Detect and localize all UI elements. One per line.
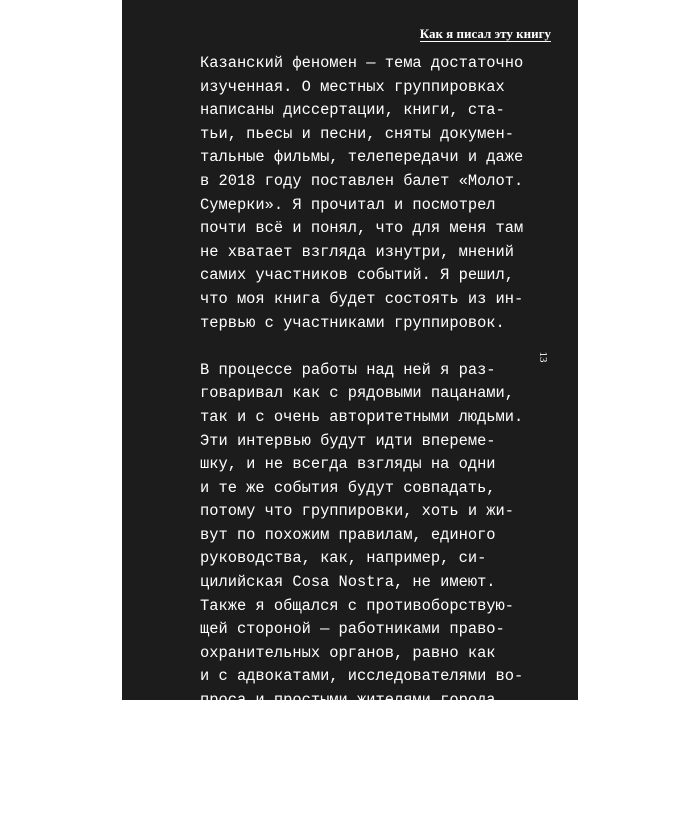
- page-number: 13: [537, 351, 549, 363]
- body-text: [200, 52, 523, 831]
- text-line: Помимо интервью, я использовал дан-: [200, 761, 524, 780]
- text-line: которым посчастливилось проживать: [200, 714, 505, 733]
- text-line: Также я общался с противоборствую-: [200, 596, 515, 615]
- paragraph-2: [200, 359, 523, 831]
- text-line: Казанский феномен — тема достаточно: [200, 54, 524, 72]
- text-line: написаны диссертации, книги, ста-: [200, 101, 505, 120]
- text-line: почти всё и понял, что для меня там: [200, 219, 524, 238]
- text-line: и с адвокатами, исследователями во-: [200, 667, 524, 686]
- text-line: потому что группировки, хоть и жи-: [200, 502, 515, 521]
- running-head: Как я писал эту книгу: [419, 26, 551, 41]
- text-line: изученная. О местных группировках: [200, 77, 505, 96]
- text-line: охранительных органов, равно как: [200, 643, 496, 662]
- text-line: не хватает взгляда изнутри, мнений: [200, 242, 515, 261]
- paragraph-1: [200, 52, 523, 335]
- text-line: щей стороной — работниками право-: [200, 620, 505, 639]
- text-line: шку, и не всегда взгляды на одни: [200, 455, 496, 474]
- text-line: В процессе работы над ней я раз-: [200, 360, 496, 379]
- text-line: в 2018 году поставлен балет «Молот.: [200, 171, 524, 190]
- text-line: вут по похожим правилам, единого: [200, 525, 496, 544]
- text-line: и те же события будут совпадать,: [200, 478, 496, 497]
- text-line: проса и простыми жителями города,: [200, 691, 505, 710]
- text-line: тьи, пьесы и песни, сняты докумен-: [200, 124, 515, 143]
- text-line: Сумерки». Я прочитал и посмотрел: [200, 195, 496, 214]
- text-line: руководства, как, например, си-: [200, 549, 487, 568]
- text-line: ные открытых источников, статьи: [200, 785, 487, 804]
- text-line: говаривал как с рядовыми пацанами,: [200, 384, 515, 403]
- book-page: [122, 0, 578, 827]
- text-line: что моя книга будет состоять из ин-: [200, 289, 524, 308]
- text-line: и диссертации.: [200, 809, 330, 827]
- text-line: Эти интервью будут идти впереме-: [200, 431, 496, 450]
- text-line: так и с очень авторитетными людьми.: [200, 407, 524, 426]
- text-line: тальные фильмы, телепередачи и даже: [200, 148, 524, 167]
- text-line: тервью с участниками группировок.: [200, 313, 505, 332]
- text-line: в Казани в те «славные» времена.: [200, 738, 496, 757]
- text-line: самих участников событий. Я решил,: [200, 266, 515, 285]
- text-line: цилийская Cosa Nostra, не имеют.: [200, 573, 496, 592]
